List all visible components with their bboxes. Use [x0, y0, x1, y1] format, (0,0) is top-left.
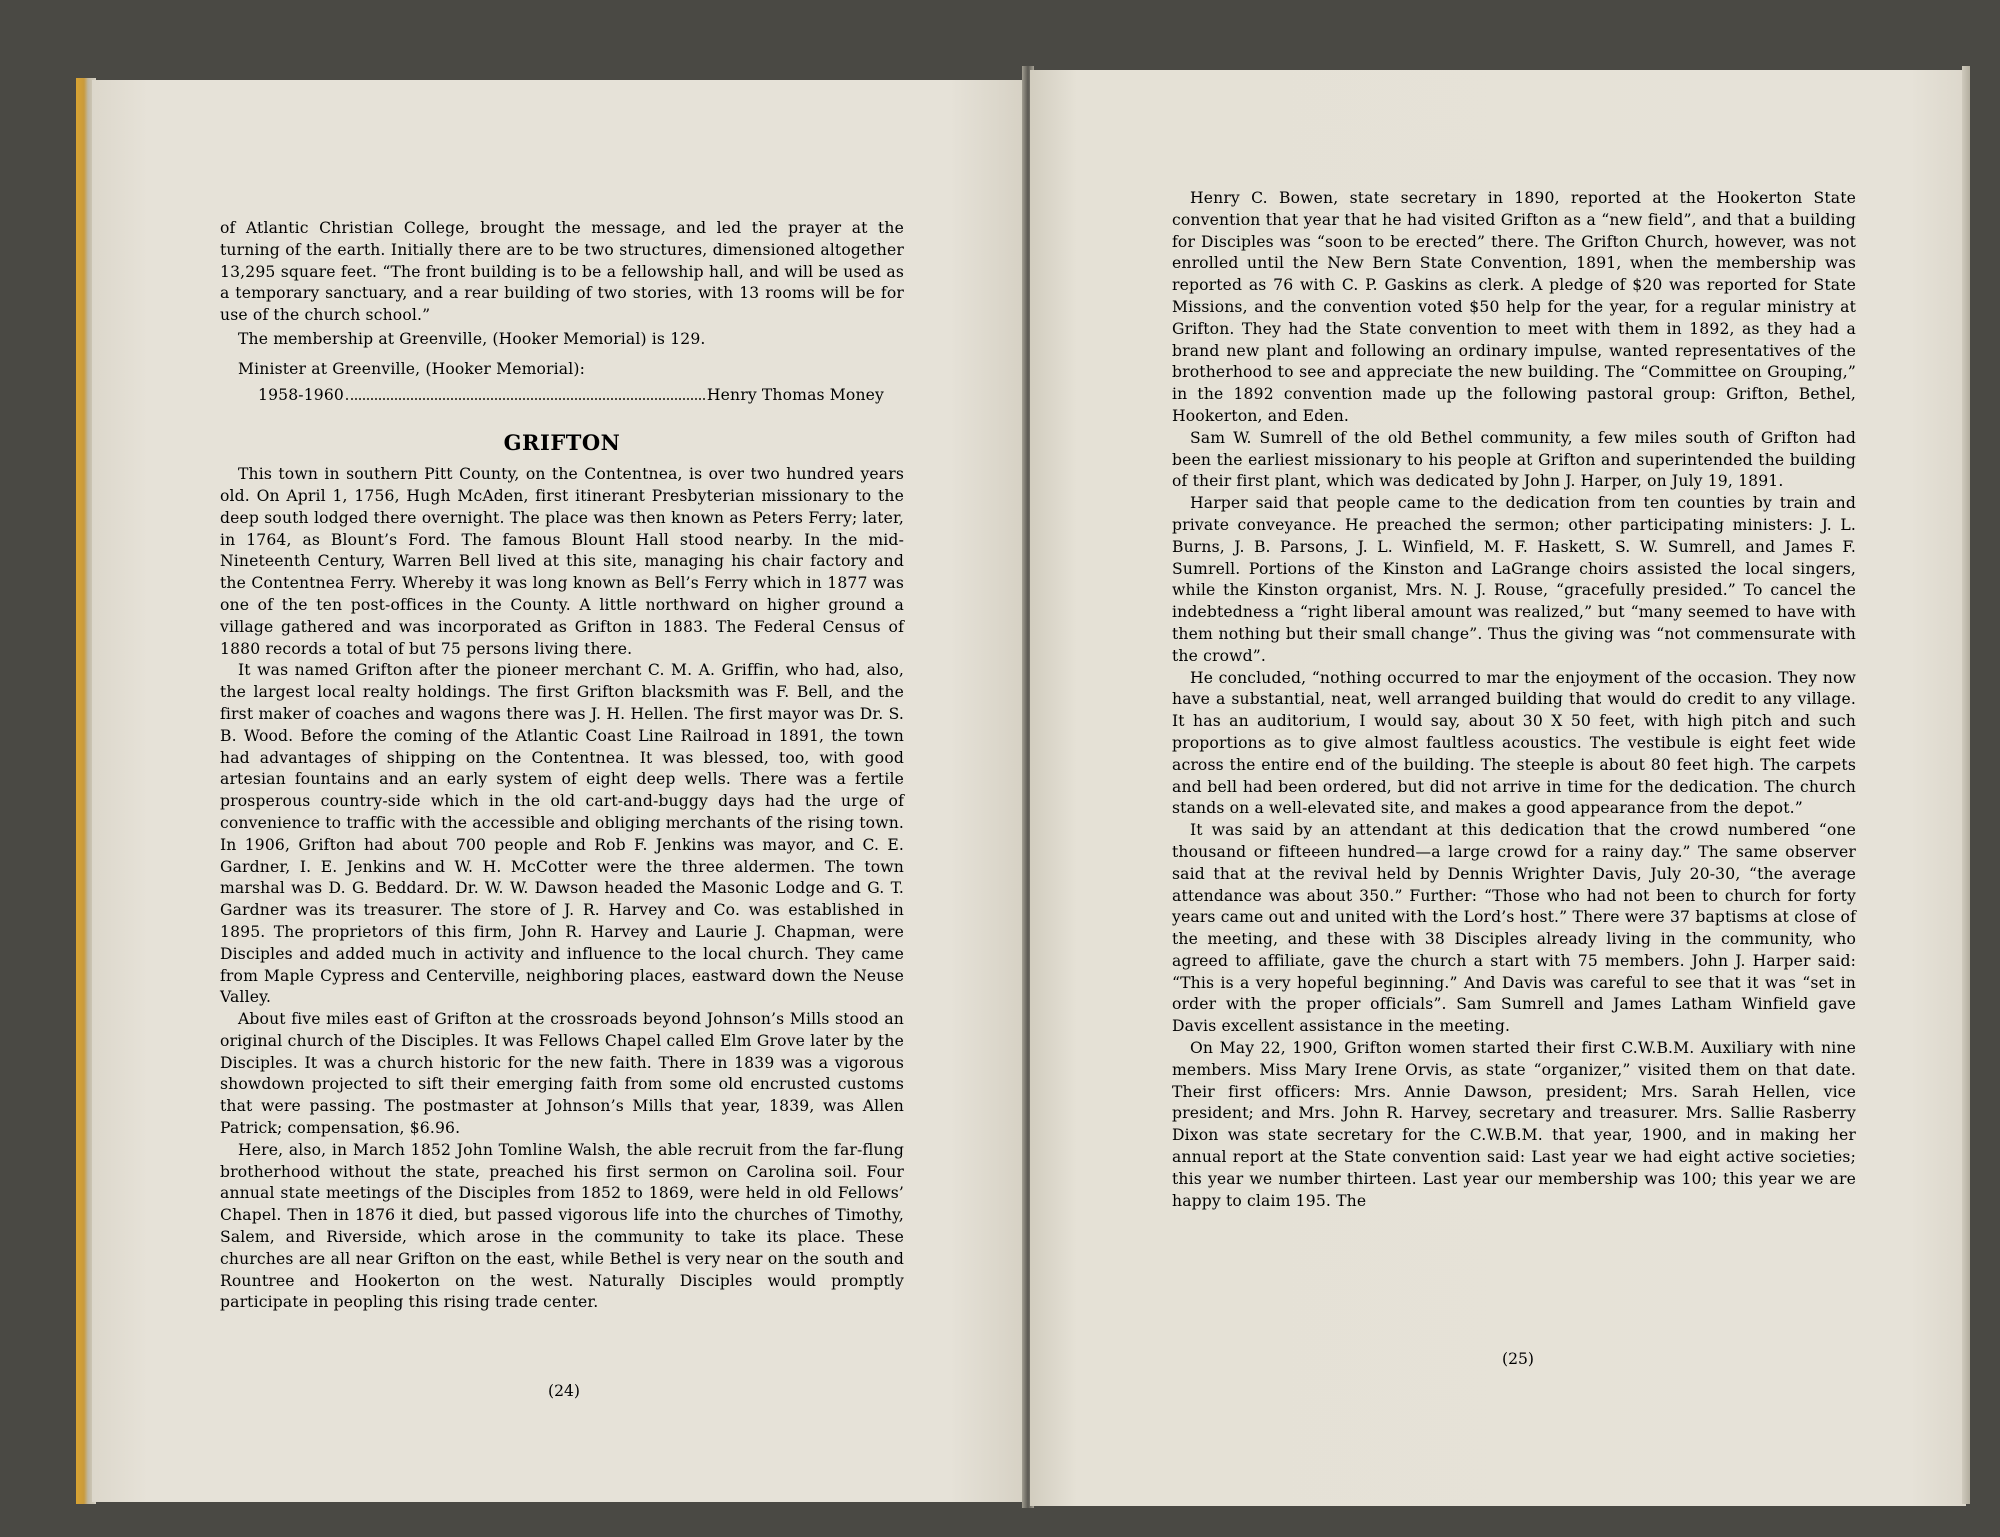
- page-number: (24): [547, 1382, 580, 1400]
- section-heading: GRIFTON: [503, 430, 621, 456]
- minister-dates: 1958-1960: [258, 385, 344, 404]
- paragraph: Here, also, in March 1852 John Tomline Walsh, the able recruit from the far-flung brotherhood without the state, preached his first sermon on Carolina soil. Four annual state meetings of the Disciples from 1852 to 1869, were held in old Fellows’ Chapel. Then in 1876 it died, but passed vigorous life into the churches of Timothy, Salem, and Riverside, which arose in the community to take its place. These churches are all near Grifton on the east, while Bethel is very near on the south and Rountree and Hookerton on the west. Naturally Disciples would promptly participate in peopling this rising trade center.: [220, 1140, 904, 1312]
- paragraph: Sam W. Sumrell of the old Bethel community, a few miles south of Grifton had been the earliest missionary to his people at Grifton and superintended the building of their first plant, which was dedicated by John J. Harper, on July 19, 1891.: [1172, 428, 1856, 491]
- paragraph: It was named Grifton after the pioneer merchant C. M. A. Griffin, who had, also, the largest local realty holdings. The first Grifton blacksmith was F. Bell, and the first maker of coaches and wagons there was J. H. Hellen. The first mayor was Dr. S. B. Wood. Before the coming of the Atlantic Coast Line Railroad in 1891, the town had advantages of shipping on the Contentnea. It was blessed, too, with good artesian fountains and an early system of eight deep wells. There was a fertile prosperous country-side which in the old cart-and-buggy days had the urge of convenience to traffic with the accessible and obliging merchants of the rising town. In 1906, Grifton had about 700 people and Rob F. Jenkins was mayor, and C. E. Gardner, I. E. Jenkins and W. H. McCotter were the three aldermen. The town marshal was D. G. Beddard. Dr. W. W. Dawson headed the Masonic Lodge and G. T. Gardner was its treasurer. The store of J. R. Harvey and Co. was established in 1895. The proprietors of this firm, John R. Harvey and Laurie J. Chapman, were Disciples and added much in activity and influence to the local church. They came from Maple Cypress and Centerville, neighboring places, eastward down the Neuse Valley.: [220, 661, 904, 1007]
- paragraph: On May 22, 1900, Grifton women started their first C.W.B.M. Auxiliary with nine members. Miss Mary Irene Orvis, as state “organizer,” visited them on that date. Their first officers: Mrs. Annie Dawson, president; Mrs. Sarah Hellen, vice president; and Mrs. John R. Harvey, secretary and treasurer. Mrs. Sallie Rasberry Dixon was state secretary for the C.W.B.M. that year, 1900, and in making her annual report at the State convention said: Last year we had eight active societies; this year we number thirteen. Last year our membership was 100; this year we are happy to claim 195. The: [1172, 1039, 1856, 1210]
- page-number: (25): [1501, 1350, 1534, 1368]
- paragraph: He concluded, “nothing occurred to mar the enjoyment of the occasion. They now have a substantial, neat, well arranged building that would do credit to any village. It has an auditorium, I would say, about 30 X 50 feet, with high pitch and such proportions as to give almost faultless acoustics. The vestibule is eight feet wide across the entire end of the building. The steeple is about 80 feet high. The carpets and bell had been ordered, but did not arrive in time for the dedication. The church stands on a well-elevated site, and makes a good appearance from the depot.”: [1172, 668, 1856, 818]
- paragraph: Henry C. Bowen, state secretary in 1890, reported at the Hookerton State convention that year that he had visited Grifton as a “new field”, and that a building for Disciples was “soon to be erected” there. The Grifton Church, however, was not enrolled until the New Bern State Convention, 1891, when the membership was reported as 76 with C. P. Gaskins as clerk. A pledge of $20 was reported for State Missions, and the convention voted $50 help for the year, for a regular ministry at Grifton. They had the State convention to meet with them in 1892, as they had a brand new plant and following an ordinary impulse, wanted representatives of the brotherhood to see and appreciate the new building. The “Committee on Grouping,” in the 1892 convention made up the following pastoral group: Grifton, Bethel, Hookerton, and Eden.: [1172, 189, 1856, 425]
- paragraph: It was said by an attendant at this dedication that the crowd numbered “one thousand or fifteeen hundred—a large crowd for a rainy day.” The same observer said that at the revival held by Dennis Wrighter Davis, July 20-30, “the average attendance was about 350.” Further: “Those who had not been to church for forty years came out and united with the Lord’s host.” There were 37 baptisms at close of the meeting, and these with 38 Disciples already living in the community, who agreed to affiliate, gave the church a start with 75 members. John J. Harper said: “This is a very hopeful beginning.” And Davis was careful to see that it was “set in order with the proper officials”. Sam Sumrell and James Latham Winfield gave Davis excellent assistance in the meeting.: [1172, 821, 1856, 1036]
- minister-line: Minister at Greenville, (Hooker Memorial):: [238, 359, 586, 378]
- paragraph: Harper said that people came to the dedication from ten counties by train and private conveyance. He preached the sermon; other participating ministers: J. L. Burns, J. B. Parsons, J. L. Winfield, M. F. Haskett, S. W. Sumrell, and James F. Sumrell. Portions of the Kinston and LaGrange choirs assisted the local singers, while the Kinston organist, Mrs. N. J. Rouse, “gracefully presided.” To cancel the indebtedness a “right liberal amount was realized,” but “many seemed to have with them nothing but their small change”. Thus the giving was “not commensurate with the crowd”.: [1172, 494, 1856, 665]
- left-page-text: [220, 218, 904, 1314]
- paragraph-continued: of Atlantic Christian College, brought the message, and led the prayer at the turning of the earth. Initially there are to be two structures, dimensioned altogether 13,295 square feet. “The front building is to be a fellowship hall, and will be used as a temporary sanctuary, and a rear building of two stories, with 13 rooms will be for use of the church school.”: [220, 219, 904, 325]
- page-edge-right: [1962, 66, 1970, 1504]
- paragraph: About five miles east of Grifton at the crossroads beyond Johnson’s Mills stood an original church of the Disciples. It was Fellows Chapel called Elm Grove later by the Disciples. It was a church historic for the new faith. There in 1839 was a vigorous showdown projected to sift their emerging faith from some old encrusted customs that were passing. The postmaster at Johnson’s Mills that year, 1839, was Allen Patrick; compensation, $6.96.: [220, 1010, 904, 1138]
- membership-line: The membership at Greenville, (Hooker Memorial) is 129.: [238, 329, 706, 348]
- paragraph: This town in southern Pitt County, on the Contentnea, is over two hundred years old. On April 1, 1756, Hugh McAden, first itinerant Presbyterian missionary to the deep south lodged there overnight. The place was then known as Peters Ferry; later, in 1764, as Blount’s Ford. The famous Blount Hall stood nearby. In the mid-Nineteenth Century, Warren Bell lived at this site, managing his chair factory and the Contentnea Ferry. Whereby it was long known as Bell’s Ferry which in 1877 was one of the ten post-offices in the County. A little northward on higher ground a village gathered and was incorporated as Grifton in 1883. The Federal Census of 1880 records a total of but 75 persons living there.: [220, 465, 904, 658]
- minister-name: Henry Thomas Money: [706, 385, 884, 404]
- dot-leader: [346, 398, 705, 400]
- right-page-text: [1172, 188, 1856, 1212]
- minister-entry: [258, 385, 884, 407]
